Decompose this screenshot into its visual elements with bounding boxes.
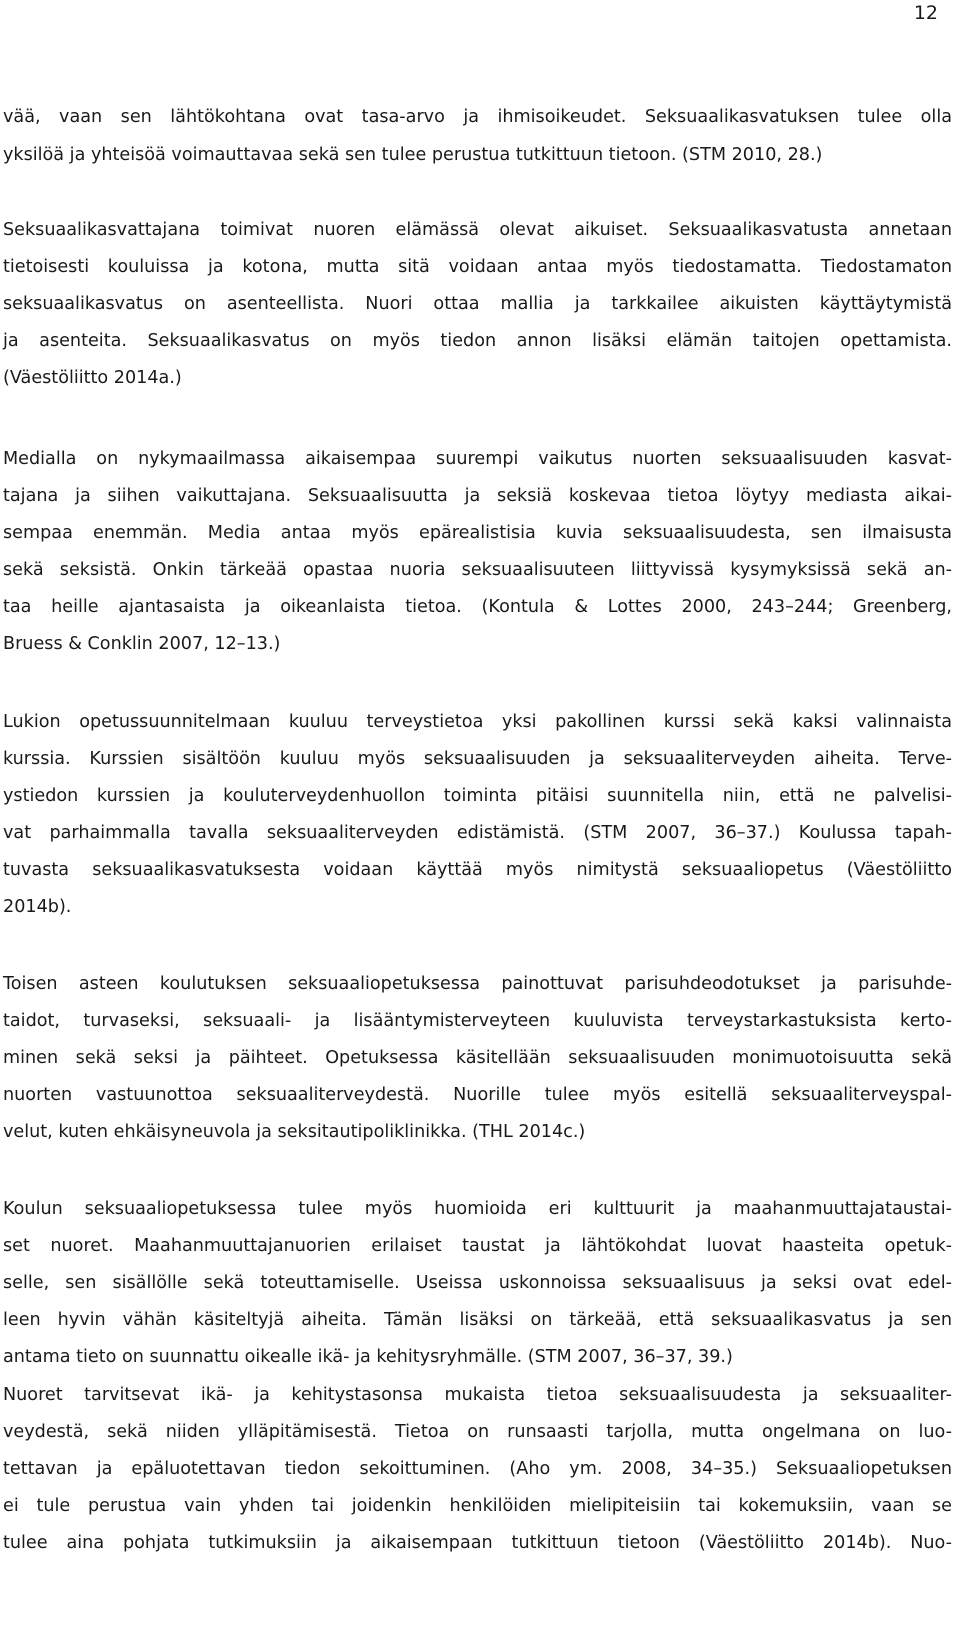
text-line: tuvasta seksuaalikasvatuksesta voidaan käyttää myös nimitystä seksuaaliopetus (Väestöliitto xyxy=(3,860,952,880)
text-line: antama tieto on suunnattu oikealle ikä- ja kehitysryhmälle. (STM 2007, 36–37, 39.) xyxy=(3,1347,733,1367)
text-line: tulee aina pohjata tutkimuksiin ja aikaisempaan tutkittuun tietoon (Väestöliitto 2014b). Nuo- xyxy=(3,1533,952,1553)
text-line: Nuoret tarvitsevat ikä- ja kehitystasonsa mukaista tietoa seksuaalisuudesta ja seksuaaliter- xyxy=(3,1385,952,1405)
text-line: selle, sen sisällölle sekä toteuttamiselle. Useissa uskonnoissa seksuaalisuus ja seksi ovat edel- xyxy=(3,1273,952,1293)
text-line: Lukion opetussuunnitelmaan kuuluu terveystietoa yksi pakollinen kurssi sekä kaksi valinnaista xyxy=(3,712,952,732)
text-line: sekä seksistä. Onkin tärkeää opastaa nuoria seksuaalisuuteen liittyvissä kysymyksissä sekä an- xyxy=(3,560,952,580)
text-line: 2014b). xyxy=(3,897,72,917)
text-line: ja asenteita. Seksuaalikasvatus on myös tiedon annon lisäksi elämän taitojen opettamista. xyxy=(3,331,952,351)
text-line: yksilöä ja yhteisöä voimauttavaa sekä sen tulee perustua tutkittuun tietoon. (STM 2010, 28.) xyxy=(3,145,823,165)
text-line: taidot, turvaseksi, seksuaali- ja lisääntymisterveyteen kuuluvista terveystarkastuksista kerto- xyxy=(3,1011,952,1031)
page-number: 12 xyxy=(913,2,938,24)
text-line: kurssia. Kurssien sisältöön kuuluu myös seksuaalisuuden ja seksuaaliterveyden aiheita. Terve- xyxy=(3,749,952,769)
text-line: minen sekä seksi ja päihteet. Opetuksessa käsitellään seksuaalisuuden monimuotoisuutta sekä xyxy=(3,1048,952,1068)
text-line: vat parhaimmalla tavalla seksuaaliterveyden edistämistä. (STM 2007, 36–37.) Koulussa tapah- xyxy=(3,823,952,843)
text-line: Medialla on nykymaailmassa aikaisempaa suurempi vaikutus nuorten seksuaalisuuden kasvat- xyxy=(3,449,952,469)
text-line: tietoisesti kouluissa ja kotona, mutta sitä voidaan antaa myös tiedostamatta. Tiedostamaton xyxy=(3,257,952,277)
text-line: seksuaalikasvatus on asenteellista. Nuori ottaa mallia ja tarkkailee aikuisten käyttäytymistä xyxy=(3,294,952,314)
text-line: velut, kuten ehkäisyneuvola ja seksitautipoliklinikka. (THL 2014c.) xyxy=(3,1122,586,1142)
text-line: Seksuaalikasvattajana toimivat nuoren elämässä olevat aikuiset. Seksuaalikasvatusta annetaan xyxy=(3,220,952,240)
text-line: tettavan ja epäluotettavan tiedon sekoittuminen. (Aho ym. 2008, 34–35.) Seksuaaliopetuksen xyxy=(3,1459,952,1479)
text-line: ei tule perustua vain yhden tai joidenkin henkilöiden mielipiteisiin tai kokemuksiin, vaan se xyxy=(3,1496,952,1516)
text-line: nuorten vastuunottoa seksuaaliterveydestä. Nuorille tulee myös esitellä seksuaaliterveyspal- xyxy=(3,1085,952,1105)
text-line: vää, vaan sen lähtökohtana ovat tasa-arvo ja ihmisoikeudet. Seksuaalikasvatuksen tulee olla xyxy=(3,107,952,127)
text-line: tajana ja siihen vaikuttajana. Seksuaalisuutta ja seksiä koskevaa tietoa löytyy mediasta aikai- xyxy=(3,486,952,506)
text-line: veydestä, sekä niiden ylläpitämisestä. Tietoa on runsaasti tarjolla, mutta ongelmana on luo- xyxy=(3,1422,952,1442)
text-line: set nuoret. Maahanmuuttajanuorien erilaiset taustat ja lähtökohdat luovat haasteita opetuk- xyxy=(3,1236,952,1256)
text-line: taa heille ajantasaista ja oikeanlaista tietoa. (Kontula & Lottes 2000, 243–244; Greenberg, xyxy=(3,597,952,617)
text-line: Toisen asteen koulutuksen seksuaaliopetuksessa painottuvat parisuhdeodotukset ja parisuhde- xyxy=(3,974,952,994)
text-line: ystiedon kurssien ja kouluterveydenhuollon toiminta pitäisi suunnitella niin, että ne palvelisi- xyxy=(3,786,952,806)
text-line: (Väestöliitto 2014a.) xyxy=(3,368,182,388)
text-line: leen hyvin vähän käsiteltyjä aiheita. Tämän lisäksi on tärkeää, että seksuaalikasvatus ja sen xyxy=(3,1310,952,1330)
text-line: sempaa enemmän. Media antaa myös epärealistisia kuvia seksuaalisuudesta, sen ilmaisusta xyxy=(3,523,952,543)
text-line: Bruess & Conklin 2007, 12–13.) xyxy=(3,634,281,654)
text-line: Koulun seksuaaliopetuksessa tulee myös huomioida eri kulttuurit ja maahanmuuttajataustai- xyxy=(3,1199,952,1219)
